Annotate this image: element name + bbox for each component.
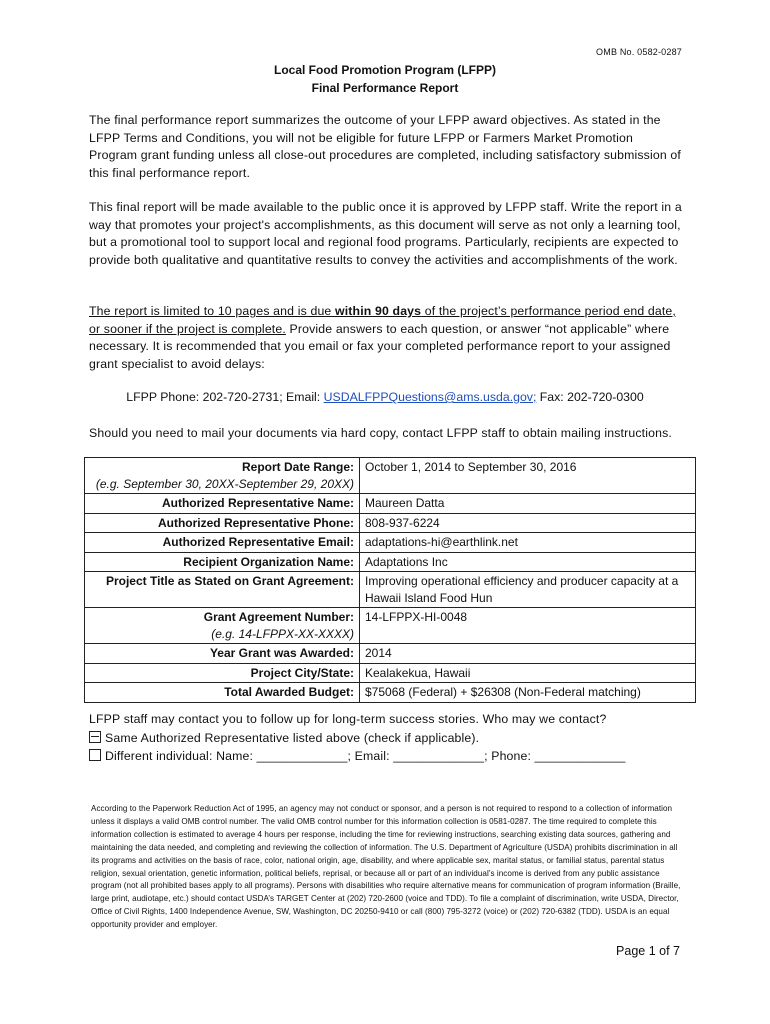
contact-phone: LFPP Phone: 202-720-2731; Email: — [126, 390, 324, 404]
rep-phone-label: Authorized Representative Phone: — [85, 513, 360, 533]
contact-email-link[interactable]: USDALFPPQuestions@ams.usda.gov; — [323, 390, 537, 404]
follow-up-question: LFPP staff may contact you to follow up for long-term success stories. Who may we contact? — [89, 712, 607, 726]
page-limit-rest: Provide answers to each question, or answer “not applicable” where necessary. It is recommended that you email or fax your completed performance report to your assigned grant specialist to avoid delays: — [89, 321, 671, 371]
agreement-example: (e.g. 14-LFPPX-XX-XXXX) — [211, 626, 354, 641]
same-rep-label: Same Authorized Representative listed above (check if applicable). — [105, 730, 480, 745]
paperwork-reduction-notice: According to the Paperwork Reduction Act of 1995, an agency may not conduct or sponsor, and a person is not required to respond to a collection of information unless it displays a valid OMB control number. The valid OMB control number for this information collection is 0581-0287. The time required to complete this information collection is estimated to average 4 hours per response, including the time for reviewing instructions, searching existing data sources, gathering and maintaining the data needed, and completing and reviewing the collection of information. The U.S. Department of Agriculture (USDA) prohibits discrimination in all its programs and activities on the basis of race, color, national origin, age, disability, and where applicable sex, marital status, or familial status, parental status religion, sexual orientation, genetic information, political beliefs, reprisal, or because all or part of an individual’s income is derived from any public assistance program (not all prohibited bases apply to all programs). Persons with disabilities who require alternative means for communication of program information (Braille, large print, audiotape, etc.) should contact USDA’s TARGET Center at (202) 720-2600 (voice and TDD). To file a complaint of discrimination, write USDA, Director, Office of Civil Rights, 1400 Independence Avenue, SW, Washington, DC 20250-9410 or call (800) 795-3272 (voice) or (202) 720-6382 (TDD). USDA is an equal opportunity provider and employer. — [91, 804, 681, 930]
project-title-value[interactable]: Improving operational efficiency and producer capacity at a Hawaii Island Food Hun — [360, 572, 696, 608]
rep-phone-value[interactable]: 808-937-6224 — [360, 513, 696, 533]
table-row — [85, 663, 696, 683]
project-title-label: Project Title as Stated on Grant Agreement: — [85, 572, 360, 608]
different-individual-checkbox[interactable] — [89, 749, 101, 761]
page-number: Page 1 of 7 — [616, 944, 680, 958]
city-state-value[interactable]: Kealakekua, Hawaii — [360, 663, 696, 683]
same-rep-checkbox[interactable] — [89, 731, 101, 743]
page-title — [0, 61, 770, 97]
contact-fax: Fax: 202-720-0300 — [536, 390, 644, 404]
table-row — [85, 458, 696, 494]
rep-name-label: Authorized Representative Name: — [85, 494, 360, 514]
due-date-bold: within 90 days — [335, 304, 422, 318]
omb-number: OMB No. 0582-0287 — [596, 47, 682, 57]
report-date-example: (e.g. September 30, 20XX-September 29, 20XX) — [95, 476, 354, 491]
mail-note: Should you need to mail your documents via hard copy, contact LFPP staff to obtain mailing instructions. — [89, 426, 672, 440]
table-row — [85, 572, 696, 608]
city-state-label: Project City/State: — [85, 663, 360, 683]
table-row — [85, 644, 696, 664]
page-limit-underline-2: of the project’s performance period end date, or sooner if the project is complete. — [89, 304, 676, 336]
same-rep-option — [89, 729, 626, 748]
report-date-label: Report Date Range: — [241, 460, 354, 474]
total-budget-label: Total Awarded Budget: — [85, 683, 360, 703]
follow-up-section — [89, 710, 626, 766]
report-date-value[interactable]: October 1, 2014 to September 30, 2016 — [360, 458, 696, 494]
rep-name-value[interactable]: Maureen Datta — [360, 494, 696, 514]
total-budget-value[interactable]: $75068 (Federal) + $26308 (Non-Federal matching) — [360, 683, 696, 703]
agreement-number-value[interactable]: 14-LFPPX-HI-0048 — [360, 608, 696, 644]
report-info-table — [84, 457, 696, 703]
rep-email-label: Authorized Representative Email: — [85, 533, 360, 553]
report-date-label-cell — [85, 458, 360, 494]
page-limit-paragraph — [89, 303, 683, 373]
different-individual-option — [89, 747, 626, 766]
public-report-paragraph: This final report will be made available to the public once it is approved by LFPP staff. Write the report in a way that promotes your project's accomplishments, as this document will serve as not only a learning tool, but a promotional tool to support local and regional food programs. Particularly, recipients are expected to provide both qualitative and quantitative results to convey the activities and accomplishments of the work. — [89, 200, 682, 267]
year-awarded-label: Year Grant was Awarded: — [85, 644, 360, 664]
intro-paragraph: The final performance report summarizes the outcome of your LFPP award objectives. As stated in the LFPP Terms and Conditions, you will not be eligible for future LFPP or Farmers Market Promotion Program grant funding unless all close-out procedures are completed, including satisfactory submission of this final performance report. — [89, 113, 681, 180]
agreement-label: Grant Agreement Number: — [203, 610, 354, 624]
title-line-1: Local Food Promotion Program (LFPP) — [274, 63, 496, 77]
table-row — [85, 533, 696, 553]
title-line-2: Final Performance Report — [311, 81, 459, 95]
page-limit-underline-1: The report is limited to 10 pages and is due — [89, 304, 335, 318]
agreement-label-cell — [85, 608, 360, 644]
table-row — [85, 608, 696, 644]
contact-line — [0, 390, 770, 404]
rep-email-value[interactable]: adaptations-hi@earthlink.net — [360, 533, 696, 553]
table-row — [85, 552, 696, 572]
table-row — [85, 683, 696, 703]
table-row — [85, 513, 696, 533]
table-row — [85, 494, 696, 514]
org-name-value[interactable]: Adaptations Inc — [360, 552, 696, 572]
different-individual-label: Different individual: Name: _____________; Email: _____________; Phone: _____________ — [105, 749, 626, 763]
year-awarded-value[interactable]: 2014 — [360, 644, 696, 664]
org-name-label: Recipient Organization Name: — [85, 552, 360, 572]
